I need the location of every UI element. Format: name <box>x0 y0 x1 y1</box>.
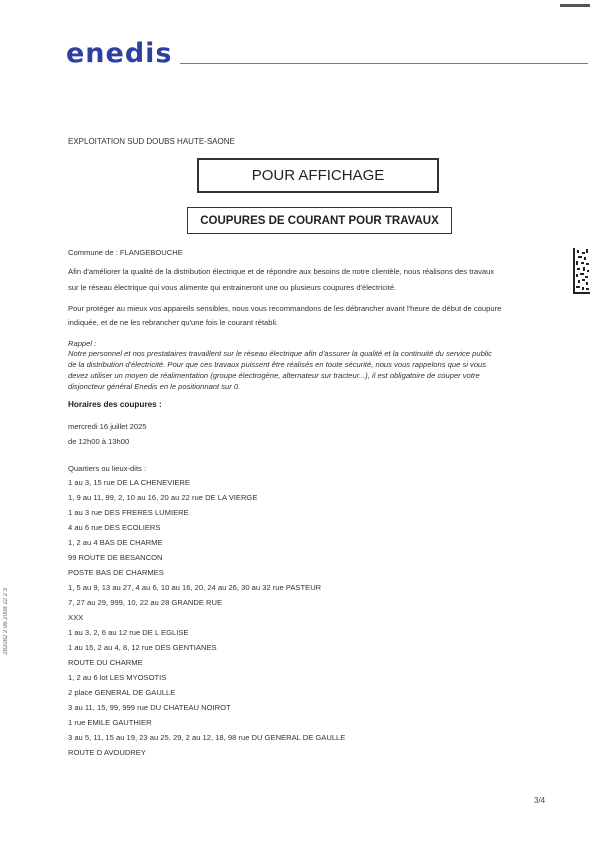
title-box <box>197 158 439 193</box>
list-item: 3 au 5, 11, 15 au 19, 23 au 25, 29, 2 au 12, 18, 98 rue DU GENERAL DE GAULLE <box>68 733 346 742</box>
rappel-line-2: de la distribution d'électricité. Pour que ces travaux puissent être réalisés en toute sécurité, nous vous rappelons que si vous <box>68 360 487 369</box>
list-item: 3 au 11, 15, 99, 999 rue DU CHATEAU NOIROT <box>68 703 231 712</box>
outage-date: mercredi 16 juillet 2025 <box>68 422 147 431</box>
quartiers-heading: Quartiers ou lieux-dits : <box>68 464 147 473</box>
outage-time: de 12h00 à 13h00 <box>68 437 130 446</box>
document-title: POUR AFFICHAGE <box>251 167 385 184</box>
paragraph-2-line-2: indiquée, et de ne les rebrancher qu'une fois le courant rétabli. <box>68 318 278 327</box>
list-item: ROUTE D AVOUDREY <box>68 748 146 757</box>
rappel-line-4: disjoncteur général Enedis en le positionnant sur 0. <box>68 382 241 391</box>
paragraph-2-line-1: Pour protéger au mieux vos appareils sensibles, nous vous recommandons de les débrancher avant l'heure de début de coupure <box>68 304 502 313</box>
paragraph-1-line-1: Afin d'améliorer la qualité de la distribution électrique et de répondre aux besoins de notre clientèle, nous réalisons des travaux <box>68 267 495 276</box>
horaires-heading: Horaires des coupures : <box>68 400 162 409</box>
scan-corner-mark <box>560 4 590 7</box>
list-item: 1 au 15, 2 au 4, 8, 12 rue DES GENTIANES <box>68 643 217 652</box>
list-item: 99 ROUTE DE BESANCON <box>68 553 163 562</box>
rappel-line-3: devez utiliser un moyen de réalimentation (groupe électrogène, alternateur sur tracteur...), il est obligatoire de couper votre <box>68 371 480 380</box>
rappel-title: Rappel : <box>68 339 97 348</box>
document-subtitle: COUPURES DE COURANT POUR TRAVAUX <box>200 214 439 227</box>
list-item: 7, 27 au 29, 999, 10, 22 au 28 GRANDE RUE <box>68 598 223 607</box>
commune-line: Commune de : FLANGEBOUCHE <box>68 248 183 257</box>
list-item: ROUTE DU CHARME <box>68 658 143 667</box>
list-item: 1, 2 au 6 lot LES MYOSOTIS <box>68 673 167 682</box>
list-item: 1 au 3, 2, 6 au 12 rue DE L EGLISE <box>68 628 189 637</box>
subtitle-box <box>187 207 452 234</box>
quartiers-list <box>68 478 548 763</box>
rappel-line-1: Notre personnel et nos prestataires travaillent sur le réseau électrique afin d'assurer la qualité et la continuité du service public <box>68 349 492 358</box>
list-item: 1, 5 au 9, 13 au 27, 4 au 6, 10 au 16, 20, 24 au 26, 30 au 32 rue PASTEUR <box>68 583 322 592</box>
list-item: POSTE BAS DE CHARMES <box>68 568 164 577</box>
page-number: 3/4 <box>534 796 546 805</box>
list-item: 1 au 3 rue DES FRERES LUMIERE <box>68 508 189 517</box>
list-item: 1 rue EMILE GAUTHIER <box>68 718 152 727</box>
exploitation-label: EXPLOITATION SUD DOUBS HAUTE-SAONE <box>68 137 235 146</box>
enedis-logo: enedis <box>66 38 173 69</box>
list-item: XXX <box>68 613 84 622</box>
list-item: 1 au 3, 15 rue DE LA CHENEVIERE <box>68 478 190 487</box>
list-item: 4 au 6 rue DES ECOLIERS <box>68 523 161 532</box>
header-divider <box>180 63 588 64</box>
list-item: 1, 9 au 11, 99, 2, 10 au 16, 20 au 22 rue DE LA VIERGE <box>68 493 258 502</box>
list-item: 2 place GENERAL DE GAULLE <box>68 688 176 697</box>
paragraph-1-line-2: sur le réseau électrique qui vous alimente qui entraineront une ou plusieurs coupures d'électricité. <box>68 283 397 292</box>
datamatrix-code <box>573 248 590 294</box>
side-code: 282082 2 06 2008 22 2 3 <box>3 588 9 655</box>
list-item: 1, 2 au 4 BAS DE CHARME <box>68 538 163 547</box>
